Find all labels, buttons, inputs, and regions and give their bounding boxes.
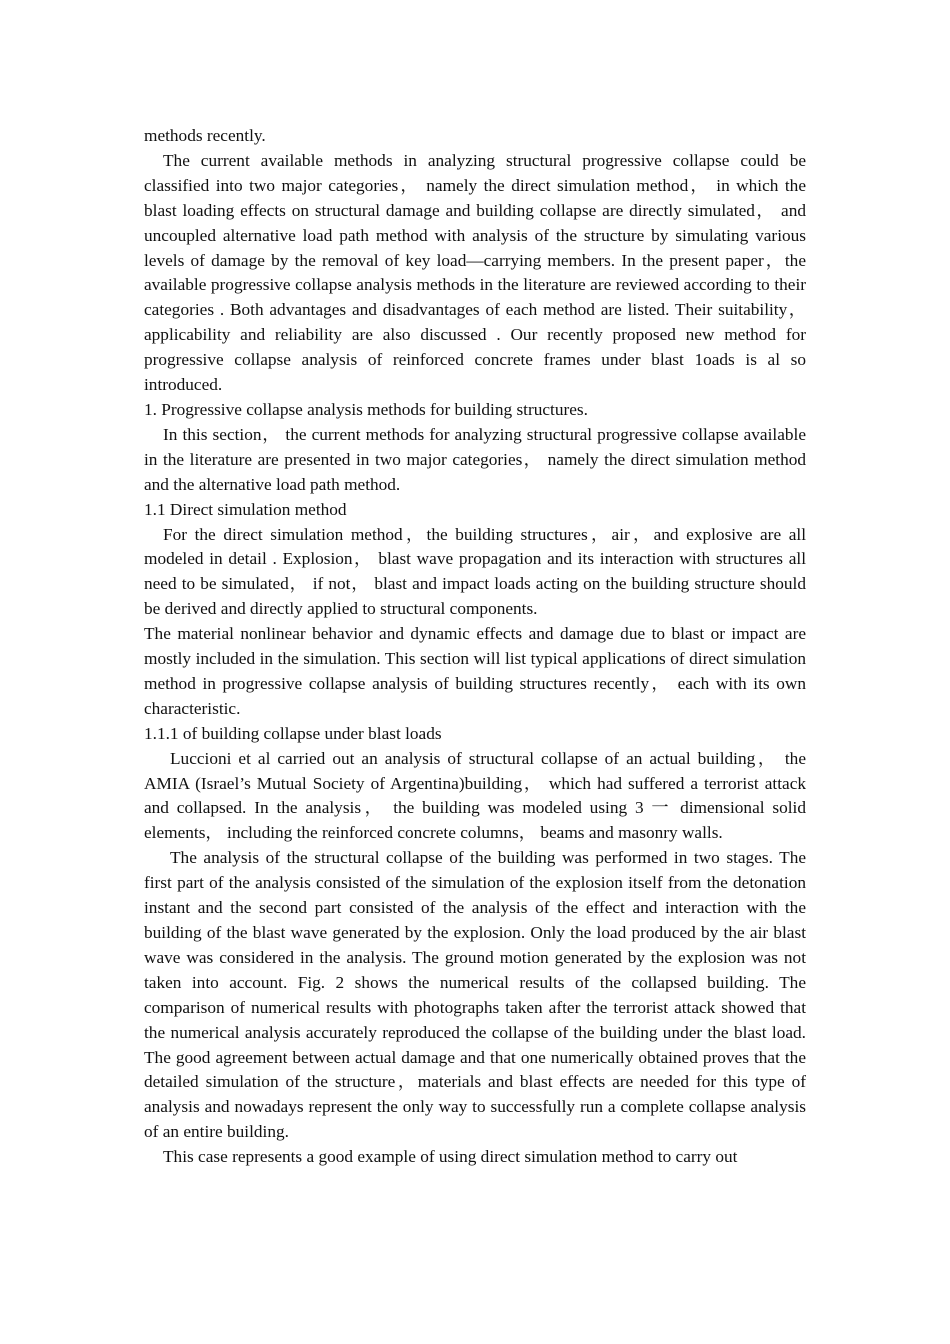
paragraph-intro-methods: The current available methods in analyzing structural progressive collapse could be classified into two major categories， namely the direct simulation method， in which the blast loading effects on structural damage and building collapse are directly simulated， and uncoupled alternative load path method with analysis of the structure by simulating various levels of damage by the removal of key load—carrying members. In the present paper，the available progressive collapse analysis methods in the literature are reviewed according to their categories . Both advantages and disadvantages of each method are listed. Their suitability，applicability and reliability are also discussed . Our recently proposed new method for progressive collapse analysis of reinforced concrete frames under blast 1oads is al so introduced.	[144, 150, 806, 395]
paragraph-two-stages: The analysis of the structural collapse of the building was performed in two stages. The first part of the analysis consisted of the simulation of the explosion itself from the detonation instant and the second part consisted of the analysis of the effect and interaction with the building of the blast wave generated by the explosion. Only the load produced by the air blast wave was considered in the analysis. The ground motion generated by the explosion was not taken into account. Fig. 2 shows the numerical results of the collapsed building. The comparison of numerical results with photographs taken after the terrorist attack showed that the numerical analysis accurately reproduced the collapse of the building under the blast load. The good agreement between actual damage and that one numerically obtained proves that the detailed simulation of the structure，materials and blast effects are needed for this type of analysis and nowadays represent the only way to successfully run a complete collapse analysis of an entire building.	[144, 848, 806, 1142]
paragraph-material-behavior: The material nonlinear behavior and dynamic effects and damage due to blast or impact are mostly included in the simulation. This section will list typical applications of direct simulation method in progressive collapse analysis of building structures recently， each with its own characteristic.	[144, 624, 806, 718]
section-heading-1-1: 1.1 Direct simulation method	[144, 499, 347, 519]
document-page	[144, 124, 806, 1170]
section-heading-1-1-1: 1.1.1 of building collapse under blast loads	[144, 723, 442, 743]
paragraph-direct-simulation: For the direct simulation method，the building structures，air，and explosive are all modeled in detail . Explosion， blast wave propagation and its interaction with structures all need to be simulated， if not， blast and impact loads acting on the building structure should be derived and directly applied to structural components.	[144, 524, 806, 619]
paragraph-section-intro: In this section， the current methods for analyzing structural progressive collapse available in the literature are presented in two major categories， namely the direct simulation method and the alternative load path method.	[144, 424, 806, 494]
paragraph-case-example: This case represents a good example of using direct simulation method to carry out	[163, 1147, 738, 1167]
section-heading-1: 1. Progressive collapse analysis methods for building structures.	[144, 399, 588, 419]
paragraph-continuation: methods recently.	[144, 126, 266, 145]
paragraph-luccioni: Luccioni et al carried out an analysis of structural collapse of an actual building， the AMIA (Israel’s Mutual Society of Argentina)building， which had suffered a terrorist attack and collapsed. In the analysis， the building was modeled using 3 一 dimensional solid elements， including the reinforced concrete columns， beams and masonry walls.	[144, 748, 806, 843]
